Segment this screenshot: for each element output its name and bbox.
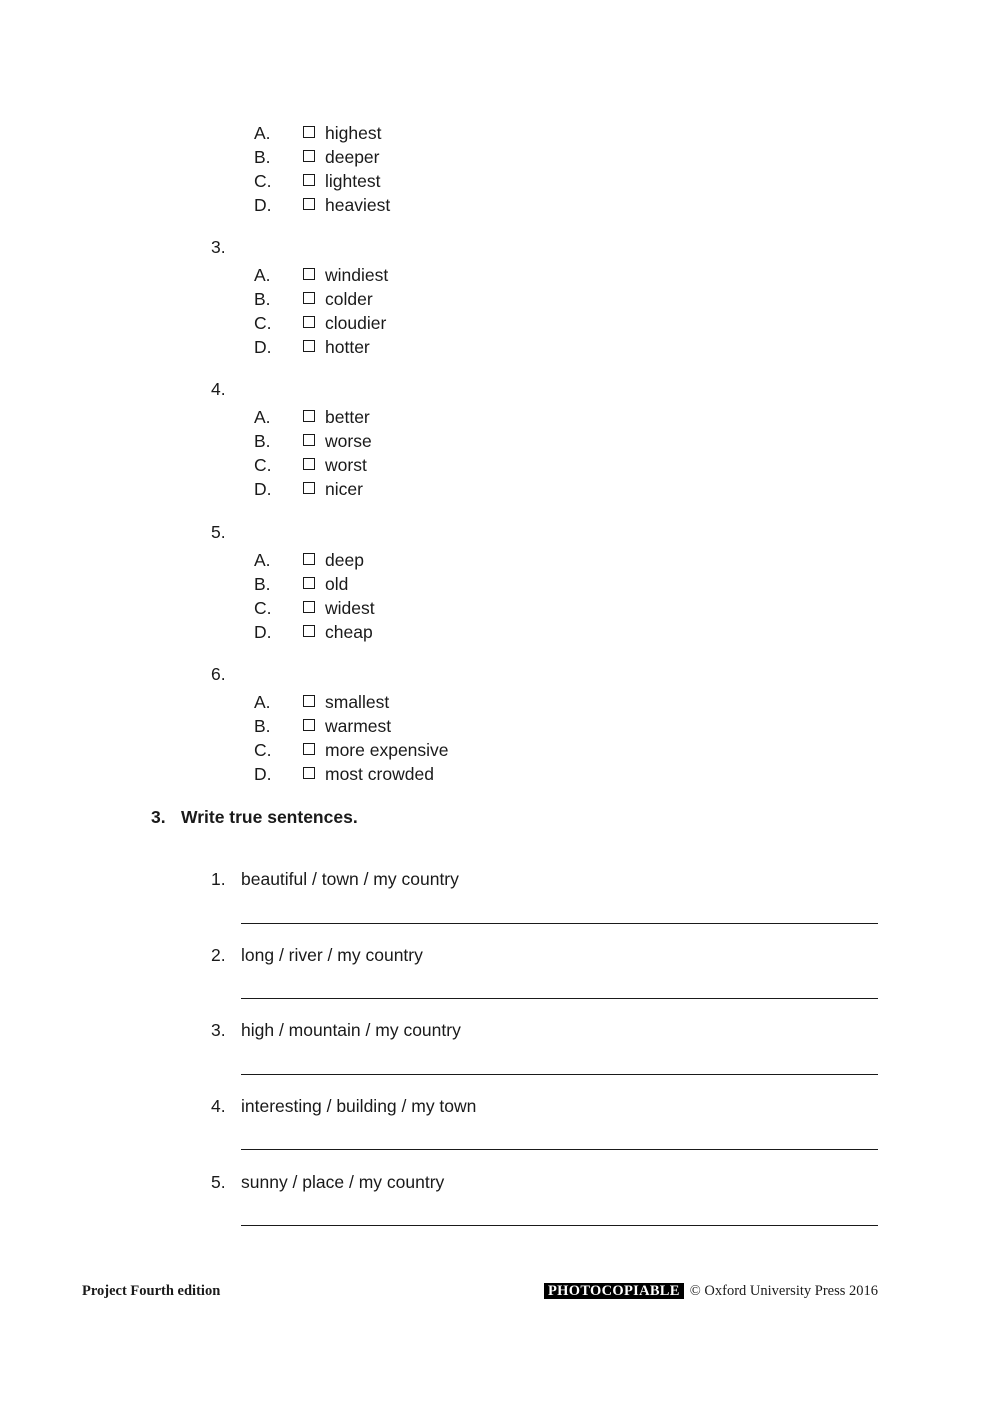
checkbox[interactable] <box>303 625 315 637</box>
photocopiable-badge: PHOTOCOPIABLE <box>544 1283 684 1299</box>
item-prompt: interesting / building / my town <box>241 1096 477 1116</box>
checkbox[interactable] <box>303 577 315 589</box>
option-letter: C. <box>254 313 272 333</box>
option-word: worst <box>325 455 367 475</box>
option-word: nicer <box>325 479 363 499</box>
item-prompt: long / river / my country <box>241 945 423 965</box>
option-letter: A. <box>254 407 271 427</box>
option-word: old <box>325 574 349 594</box>
answer-line[interactable] <box>241 923 878 928</box>
option-word: widest <box>325 598 375 618</box>
checkbox[interactable] <box>303 719 315 731</box>
option-letter: C. <box>254 740 272 760</box>
question-number: 3. <box>211 237 226 257</box>
option-word: worse <box>325 431 372 451</box>
checkbox[interactable] <box>303 198 315 210</box>
option-word: highest <box>325 123 382 143</box>
checkbox[interactable] <box>303 553 315 565</box>
checkbox[interactable] <box>303 316 315 328</box>
section-number: 3. <box>151 807 166 827</box>
item-number: 3. <box>211 1020 226 1040</box>
checkbox[interactable] <box>303 434 315 446</box>
footer-edition: Project Fourth edition <box>82 1283 221 1299</box>
item-number: 1. <box>211 869 226 889</box>
checkbox[interactable] <box>303 601 315 613</box>
checkbox[interactable] <box>303 126 315 138</box>
option-word: most crowded <box>325 764 434 784</box>
item-prompt: sunny / place / my country <box>241 1172 445 1192</box>
question-number: 6. <box>211 664 226 684</box>
option-word: cheap <box>325 622 373 642</box>
option-letter: A. <box>254 123 271 143</box>
footer-copyright-block <box>544 1281 878 1301</box>
item-number: 4. <box>211 1096 226 1116</box>
option-letter: A. <box>254 692 271 712</box>
option-letter: D. <box>254 337 272 357</box>
option-letter: C. <box>254 598 272 618</box>
option-word: heaviest <box>325 195 391 215</box>
section-title: Write true sentences. <box>181 807 358 827</box>
option-word: windiest <box>325 265 389 285</box>
answer-line[interactable] <box>241 1225 878 1230</box>
option-word: hotter <box>325 337 370 357</box>
question-number: 4. <box>211 379 226 399</box>
checkbox[interactable] <box>303 292 315 304</box>
answer-line[interactable] <box>241 998 878 1003</box>
item-prompt: high / mountain / my country <box>241 1020 461 1040</box>
option-word: deep <box>325 550 364 570</box>
option-letter: D. <box>254 764 272 784</box>
option-letter: B. <box>254 431 271 451</box>
option-letter: A. <box>254 550 271 570</box>
option-word: smallest <box>325 692 390 712</box>
checkbox[interactable] <box>303 340 315 352</box>
checkbox[interactable] <box>303 150 315 162</box>
item-prompt: beautiful / town / my country <box>241 869 459 889</box>
checkbox[interactable] <box>303 174 315 186</box>
option-word: warmest <box>325 716 392 736</box>
option-letter: C. <box>254 455 272 475</box>
option-letter: D. <box>254 479 272 499</box>
option-letter: C. <box>254 171 272 191</box>
checkbox[interactable] <box>303 695 315 707</box>
option-letter: B. <box>254 574 271 594</box>
option-word: cloudier <box>325 313 387 333</box>
answer-line[interactable] <box>241 1074 878 1079</box>
option-letter: D. <box>254 622 272 642</box>
checkbox[interactable] <box>303 743 315 755</box>
checkbox[interactable] <box>303 767 315 779</box>
checkbox[interactable] <box>303 410 315 422</box>
option-word: deeper <box>325 147 380 167</box>
checkbox[interactable] <box>303 482 315 494</box>
option-word: better <box>325 407 370 427</box>
option-letter: B. <box>254 716 271 736</box>
option-letter: A. <box>254 265 271 285</box>
option-word: colder <box>325 289 373 309</box>
section-3-heading <box>151 805 358 829</box>
option-word: more expensive <box>325 740 449 760</box>
item-number: 2. <box>211 945 226 965</box>
option-letter: B. <box>254 289 271 309</box>
copyright-text: © Oxford University Press 2016 <box>689 1283 878 1299</box>
option-word: lightest <box>325 171 381 191</box>
item-number: 5. <box>211 1172 226 1192</box>
option-letter: D. <box>254 195 272 215</box>
question-number: 5. <box>211 522 226 542</box>
checkbox[interactable] <box>303 458 315 470</box>
checkbox[interactable] <box>303 268 315 280</box>
answer-line[interactable] <box>241 1149 878 1154</box>
option-letter: B. <box>254 147 271 167</box>
